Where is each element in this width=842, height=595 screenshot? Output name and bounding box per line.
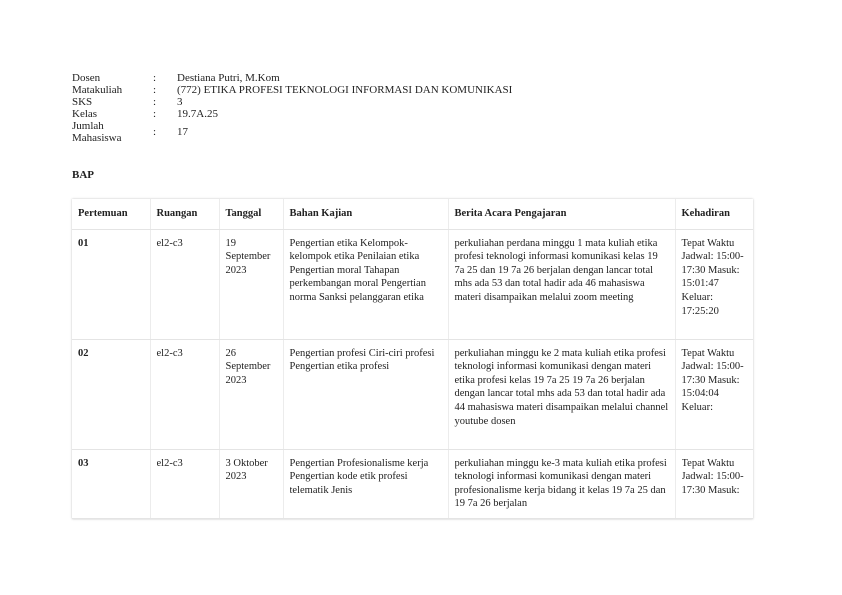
cell-pertemuan — [72, 449, 150, 518]
column-header-berita-acara: Berita Acara Pengajaran — [448, 199, 675, 229]
kelas-label: Kelas — [72, 108, 98, 120]
matakuliah-value: (772) ETIKA PROFESI TEKNOLOGI INFORMASI DAN KOMUNIKASI — [177, 84, 513, 96]
column-header-ruangan: Ruangan — [150, 199, 219, 229]
section-title: BAP — [72, 169, 94, 181]
dosen-label: Dosen — [72, 72, 101, 84]
sks-label: SKS — [72, 96, 93, 108]
cell-tanggal: 26 September 2023 — [219, 339, 283, 449]
cell-tanggal — [219, 449, 283, 518]
table-row — [72, 229, 753, 339]
column-header-pertemuan: Pertemuan — [72, 199, 150, 229]
colon: : — [153, 84, 157, 96]
cell-bahan-kajian: Pengertian etika Kelompok-kelompok etika Penilaian etika Pengertian moral Tahapan perkembangan moral Pengertian norma Sanksi pelanggaran etika — [283, 229, 448, 339]
kelas-value: 19.7A.25 — [177, 108, 218, 120]
cell-pertemuan: 02 — [72, 339, 150, 449]
column-header-bahan-kajian: Bahan Kajian — [283, 199, 448, 229]
cell-kehadiran — [675, 449, 753, 518]
cell-ruangan — [150, 449, 219, 518]
colon: : — [153, 96, 157, 108]
sks-value: 3 — [177, 96, 183, 108]
table-row — [72, 339, 753, 449]
cell-text: perkuliahan minggu ke-3 mata kuliah etika profesi teknologi informasi komunikasi dengan materi profesionalisme kerja bidang it kelas 19 7a 25 dan 19 7a 26 berjalan — [454, 457, 667, 510]
column-header-kehadiran: Kehadiran — [675, 199, 753, 229]
column-header-tanggal: Tanggal — [219, 199, 283, 229]
cell-kehadiran: Tepat Waktu Jadwal: 15:00-17:30 Masuk: 15:04:04 Keluar: — [675, 339, 753, 449]
info-row-kelas — [72, 108, 512, 120]
cell-kehadiran: Tepat Waktu Jadwal: 15:00-17:30 Masuk: 15:01:47 Keluar: 17:25:20 — [675, 229, 753, 339]
cell-ruangan: el2-c3 — [150, 229, 219, 339]
bap-table — [72, 199, 753, 519]
course-info — [72, 72, 512, 144]
info-row-sks — [72, 96, 512, 108]
cell-berita-acara: perkuliahan perdana minggu 1 mata kuliah etika profesi teknologi informasi komunikasi kelas 19 7a 25 dan 19 7a 26 berjalan dengan lancar total mhs ada 53 dan total hadir ada 46 mahasiswa materi disampaikan melalui zoom meeting — [448, 229, 675, 339]
table-header-row — [72, 199, 753, 229]
cell-pertemuan: 01 — [72, 229, 150, 339]
table-row — [72, 449, 753, 518]
jumlah-label-line2: Mahasiswa — [72, 132, 122, 144]
cell-tanggal: 19 September 2023 — [219, 229, 283, 339]
info-row-matakuliah — [72, 84, 512, 96]
cell-text: Tepat Waktu Jadwal: 15:00-17:30 Masuk: — [681, 457, 744, 496]
cell-text: 3 Oktober 2023 — [225, 457, 268, 483]
cell-berita-acara — [448, 449, 675, 518]
cell-berita-acara: perkuliahan minggu ke 2 mata kuliah etika profesi teknologi informasi komunikasi dengan materi etika profesi kelas 19 7a 25 19 7a 26 berjalan dengan lancar total mhs ada 53 dan total hadir ada 44 mahasiswa materi disampaikan melalui channel youtube dosen — [448, 339, 675, 449]
colon: : — [153, 126, 157, 138]
info-row-jumlah — [72, 120, 512, 144]
jumlah-value: 17 — [177, 126, 188, 138]
colon: : — [153, 108, 157, 120]
cell-text: Pengertian Profesionalisme kerja Pengertian kode etik profesi telematik Jenis — [289, 457, 429, 496]
dosen-value: Destiana Putri, M.Kom — [177, 72, 280, 84]
info-row-dosen — [72, 72, 512, 84]
matakuliah-label: Matakuliah — [72, 84, 123, 96]
cell-ruangan: el2-c3 — [150, 339, 219, 449]
jumlah-label-line1: Jumlah — [72, 120, 104, 132]
cell-bahan-kajian: Pengertian profesi Ciri-ciri profesi Pengertian etika profesi — [283, 339, 448, 449]
cell-text: el2-c3 — [156, 457, 183, 469]
cell-text: 03 — [78, 457, 89, 469]
cell-bahan-kajian — [283, 449, 448, 518]
colon: : — [153, 72, 157, 84]
jumlah-label — [72, 120, 153, 144]
